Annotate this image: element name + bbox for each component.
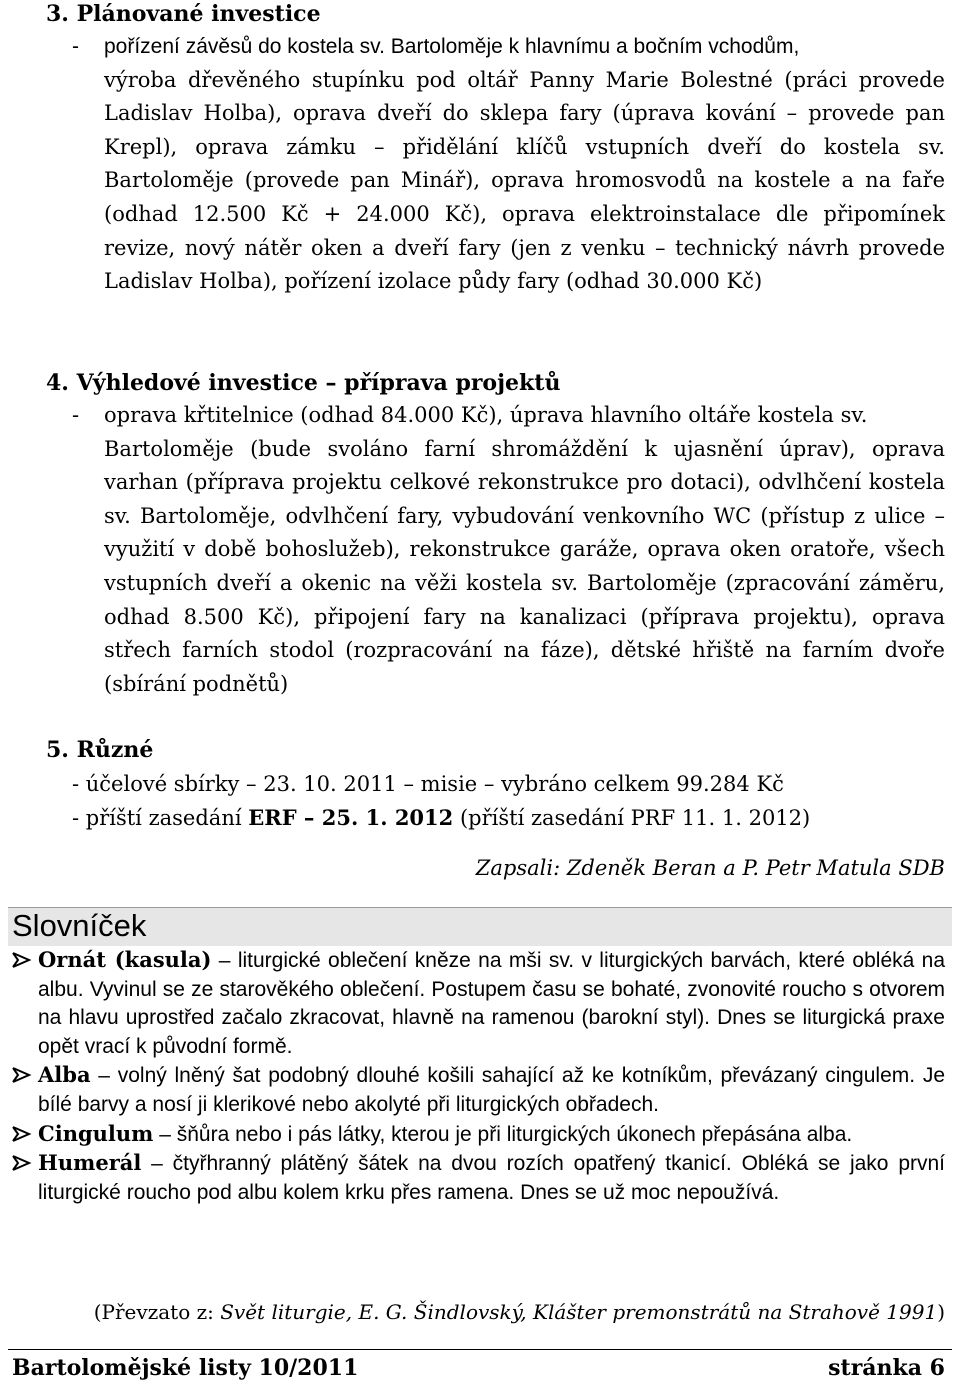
footer-page-number: stránka 6: [828, 1355, 945, 1381]
glossary-entry: [38, 946, 945, 1061]
source-citation: (Převzato z: Svět liturgie, E. G. Šindlovský, Klášter premonstrátů na Strahově 1991): [93, 1300, 945, 1324]
arrowhead-bullet-icon: [10, 1061, 32, 1089]
section-5-heading: 5. Různé: [46, 737, 154, 763]
glossary-term: Cingulum: [38, 1120, 154, 1146]
section-3-heading: 3. Plánované investice: [46, 1, 321, 27]
glossary-term: Ornát (kasula): [38, 947, 212, 972]
glossary-list: [38, 946, 945, 1207]
glossary-entry: [38, 1061, 945, 1119]
section-4-item: [72, 399, 945, 701]
section-3-item: [72, 30, 945, 299]
section-4-text: Bartoloměje (bude svoláno farní shromáždění k ujasnění úprav), oprava varhan (příprava projektu celkové rekonstrukce pro dotaci), odvlhčení kostela sv. Bartoloměje, odvlhčení fary, vybudování venkovního WC (přístup z ulice – využití v době bohoslužeb), rekonstrukce garáže, oprava oken oratoře, všech vstupních dveří a okenic na věži kostela sv. Bartoloměje (zpracování záměru, odhad 8.500 Kč), připojení fary na kanalizaci (příprava projektu), oprava střech farních stodol (rozpracování na fáze), dětské hřiště na farním dvoře (sbírání podnětů): [104, 436, 945, 696]
section-3-text: výroba dřevěného stupínku pod oltář Panny Marie Bolestné (práci provede Ladislav Holba), oprava dveří do sklepa fary (úprava kování – provede pan Krepl), oprava zámku – přidělání klíčů vstupních dveří do kostela sv. Bartoloměje (provede pan Minář), oprava hromosvodů na kostele a na faře (odhad 12.500 Kč + 24.000 Kč), oprava elektroinstalace dle připomínek revize, nový nátěr oken a dveří fary (jen z venku – technický návrh provede Ladislav Holba), pořízení izolace půdy fary (odhad 30.000 Kč): [104, 67, 945, 294]
item-dash: -: [72, 403, 80, 427]
glossary-title: Slovníček: [12, 908, 147, 943]
glossary-definition: – šňůra nebo i pás látky, kterou je při liturgických úkonech přepásána alba.: [153, 1122, 853, 1146]
section-4-first-line: oprava křtitelnice (odhad 84.000 Kč), úprava hlavního oltáře kostela sv.: [104, 403, 868, 427]
item-dash: -: [72, 35, 79, 58]
glossary-entry: [38, 1149, 945, 1207]
section-4-heading: 4. Výhledové investice – příprava projektů: [46, 370, 561, 396]
glossary-term: Alba: [38, 1062, 91, 1088]
collections-line: - účelové sbírky – 23. 10. 2011 – misie – vybráno celkem 99.284 Kč: [72, 772, 784, 796]
next-meeting-date: ERF – 25. 1. 2012: [248, 805, 454, 830]
glossary-definition: – liturgické oblečení kněze na mši sv. v liturgických barvách, které obléká na albu. Vyvinul se ze starověkého oblečení. Postupem času se bohaté, zvonovité roucho s otvorem na hlavu uprostřed začalo zkracovat, hlavně na ramenou (barokní styl). Dnes se liturgická praxe opět vrací k původní formě.: [38, 949, 946, 1058]
signature: Zapsali: Zdeněk Beran a P. Petr Matula SDB: [475, 856, 945, 880]
glossary-entry: [38, 1120, 945, 1150]
source-work: Svět liturgie, E. G. Šindlovský, Klášter premonstrátů na Strahově 1991: [220, 1300, 938, 1324]
arrowhead-bullet-icon: [10, 946, 32, 974]
next-meeting-line: - příští zasedání ERF – 25. 1. 2012 (příští zasedání PRF 11. 1. 2012): [72, 805, 811, 830]
glossary-definition: – čtyřhranný plátěný šátek na dvou rozích opatřený tkanicí. Obléká se jako první liturgické roucho pod albu kolem krku přes ramena. Dnes se už moc nepoužívá.: [38, 1152, 945, 1204]
glossary-definition: – volný lněný šat podobný dlouhé košili sahající až ke kotníkům, převázaný cingulem. Je bílé barvy a nosí ji klerikové nebo akolyté při liturgických obřadech.: [38, 1064, 945, 1116]
footer-publication: Bartolomějské listy 10/2011: [12, 1355, 359, 1381]
arrowhead-bullet-icon: [10, 1149, 32, 1177]
glossary-term: Humerál: [38, 1150, 142, 1176]
section-3-first-line: pořízení závěsů do kostela sv. Bartoloměje k hlavnímu a bočním vchodům,: [104, 35, 800, 58]
arrowhead-bullet-icon: [10, 1120, 32, 1148]
glossary-title-bar: [8, 907, 952, 946]
footer-rule: [8, 1349, 952, 1350]
